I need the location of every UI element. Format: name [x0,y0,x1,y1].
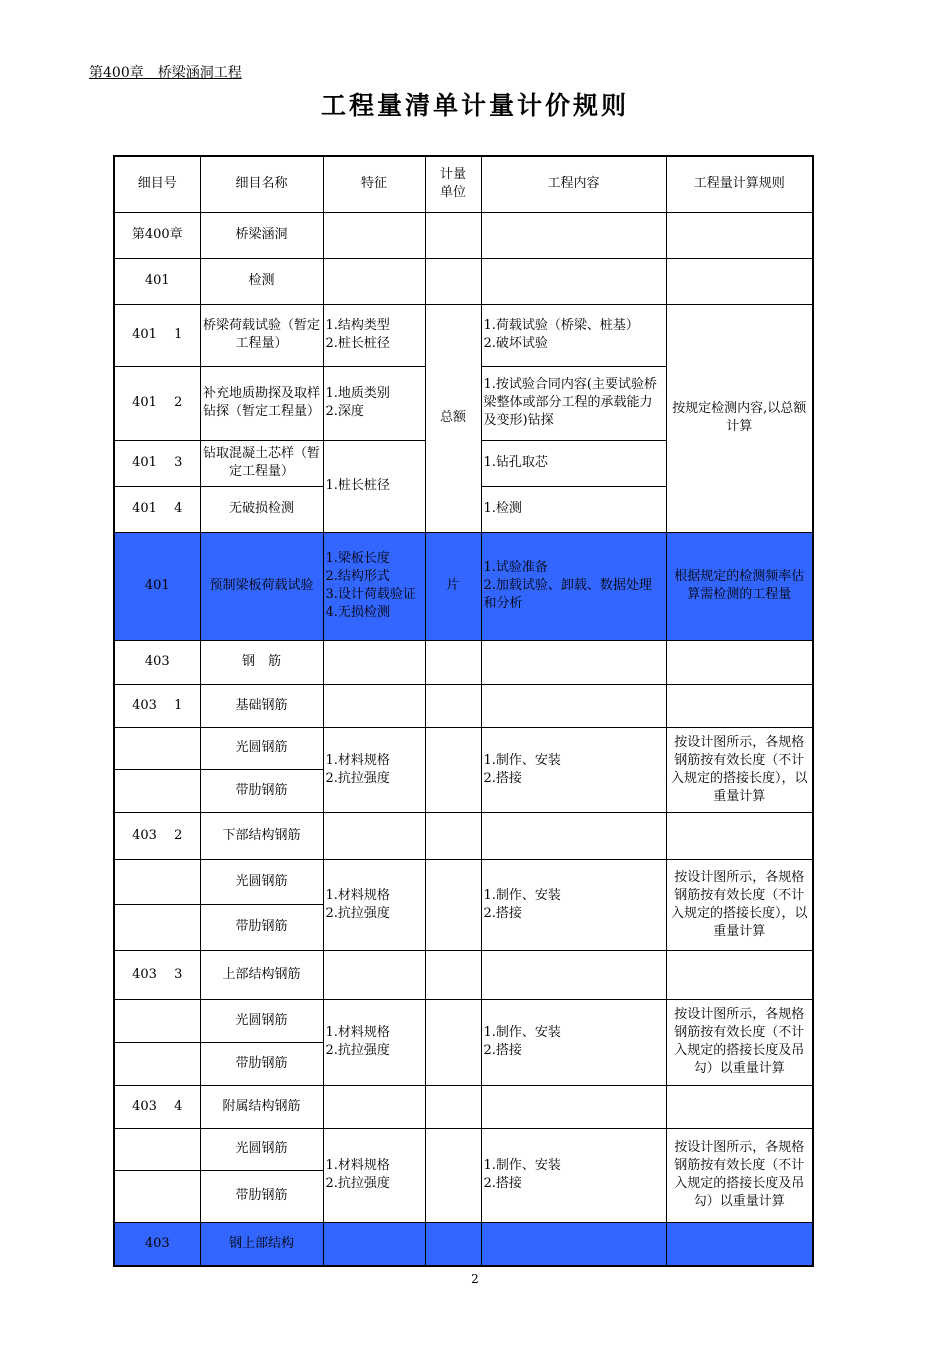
item-code: 403 2 [114,812,200,859]
table-row-highlighted [114,532,813,640]
item-name: 下部结构钢筋 [200,812,323,859]
item-feature: 1.材料规格 2.抗拉强度 [323,859,425,950]
item-name: 光圆钢筋 [200,727,323,769]
table-row [114,859,813,904]
item-name: 桥梁荷载试验（暂定工程量） [200,304,323,366]
item-code: 第400章 [114,212,200,258]
item-name: 补充地质勘探及取样钻探（暂定工程量） [200,366,323,440]
table-row [114,1085,813,1128]
item-code: 403 4 [114,1085,200,1128]
item-rule: 根据规定的检测频率估算需检测的工程量 [666,532,813,640]
item-name: 基础钢筋 [200,684,323,727]
item-feature: 1.地质类别 2.深度 [323,366,425,440]
item-content: 1.检测 [481,486,666,532]
table-row [114,727,813,769]
item-content: 1.制作、安装 2.搭接 [481,1128,666,1222]
col-header-rule: 工程量计算规则 [666,156,813,212]
table-row [114,812,813,859]
item-rule: 按设计图所示，各规格钢筋按有效长度（不计入规定的搭接长度及吊勾）以重量计算 [666,999,813,1085]
table-row [114,999,813,1042]
item-name: 带肋钢筋 [200,1042,323,1085]
item-name: 上部结构钢筋 [200,950,323,999]
page-number: 2 [471,1272,479,1286]
item-name: 桥梁涵洞 [200,212,323,258]
item-name: 检测 [200,258,323,304]
item-feature: 1.桩长桩径 [323,440,425,532]
item-name: 钻取混凝土芯样（暂定工程量） [200,440,323,486]
item-code: 401 4 [114,486,200,532]
table-row-highlighted [114,1222,813,1266]
table-row [114,258,813,304]
item-name: 带肋钢筋 [200,1170,323,1222]
item-code: 401 [114,258,200,304]
item-content: 1.钻孔取芯 [481,440,666,486]
item-name: 光圆钢筋 [200,859,323,904]
item-name: 带肋钢筋 [200,769,323,812]
table-header-row [114,156,813,212]
item-content: 1.制作、安装 2.搭接 [481,999,666,1085]
item-code: 403 3 [114,950,200,999]
table-row [114,304,813,366]
col-header-code: 细目号 [114,156,200,212]
table-row [114,640,813,684]
table-row [114,1128,813,1170]
item-content: 1.试验准备 2.加载试验、卸载、数据处理和分析 [481,532,666,640]
pricing-rules-table [113,155,814,1267]
item-code: 401 3 [114,440,200,486]
item-code: 401 2 [114,366,200,440]
item-code: 403 [114,640,200,684]
item-code: 403 1 [114,684,200,727]
item-name: 带肋钢筋 [200,904,323,950]
item-unit: 片 [425,532,481,640]
item-feature: 1.梁板长度 2.结构形式 3.设计荷载验证 4.无损检测 [323,532,425,640]
item-content: 1.按试验合同内容(主要试验桥梁整体或部分工程的承载能力及变形)钻探 [481,366,666,440]
item-code: 401 1 [114,304,200,366]
item-code: 403 [114,1222,200,1266]
table-row [114,212,813,258]
item-name: 光圆钢筋 [200,1128,323,1170]
item-feature: 1.材料规格 2.抗拉强度 [323,727,425,812]
item-code: 401 [114,532,200,640]
table-row [114,684,813,727]
item-name: 预制梁板荷载试验 [200,532,323,640]
item-name: 无破损检测 [200,486,323,532]
item-rule: 按设计图所示，各规格钢筋按有效长度（不计入规定的搭接长度），以重量计算 [666,727,813,812]
item-feature: 1.结构类型 2.桩长桩径 [323,304,425,366]
item-rule: 按规定检测内容,以总额计算 [666,304,813,532]
item-rule: 按设计图所示，各规格钢筋按有效长度（不计入规定的搭接长度及吊勾）以重量计算 [666,1128,813,1222]
col-header-unit: 计量 单位 [425,156,481,212]
col-header-content: 工程内容 [481,156,666,212]
item-name: 钢 筋 [200,640,323,684]
item-rule: 按设计图所示，各规格钢筋按有效长度（不计入规定的搭接长度），以重量计算 [666,859,813,950]
chapter-header: 第400章 桥梁涵洞工程 [89,65,242,81]
item-content: 1.制作、安装 2.搭接 [481,727,666,812]
item-content: 1.制作、安装 2.搭接 [481,859,666,950]
col-header-feature: 特征 [323,156,425,212]
item-unit: 总额 [425,304,481,532]
item-content: 1.荷载试验（桥梁、桩基） 2.破坏试验 [481,304,666,366]
page-title: 工程量清单计量计价规则 [320,91,629,120]
col-header-name: 细目名称 [200,156,323,212]
item-name: 附属结构钢筋 [200,1085,323,1128]
item-feature: 1.材料规格 2.抗拉强度 [323,1128,425,1222]
table-row [114,950,813,999]
item-name: 钢上部结构 [200,1222,323,1266]
item-name: 光圆钢筋 [200,999,323,1042]
item-feature: 1.材料规格 2.抗拉强度 [323,999,425,1085]
